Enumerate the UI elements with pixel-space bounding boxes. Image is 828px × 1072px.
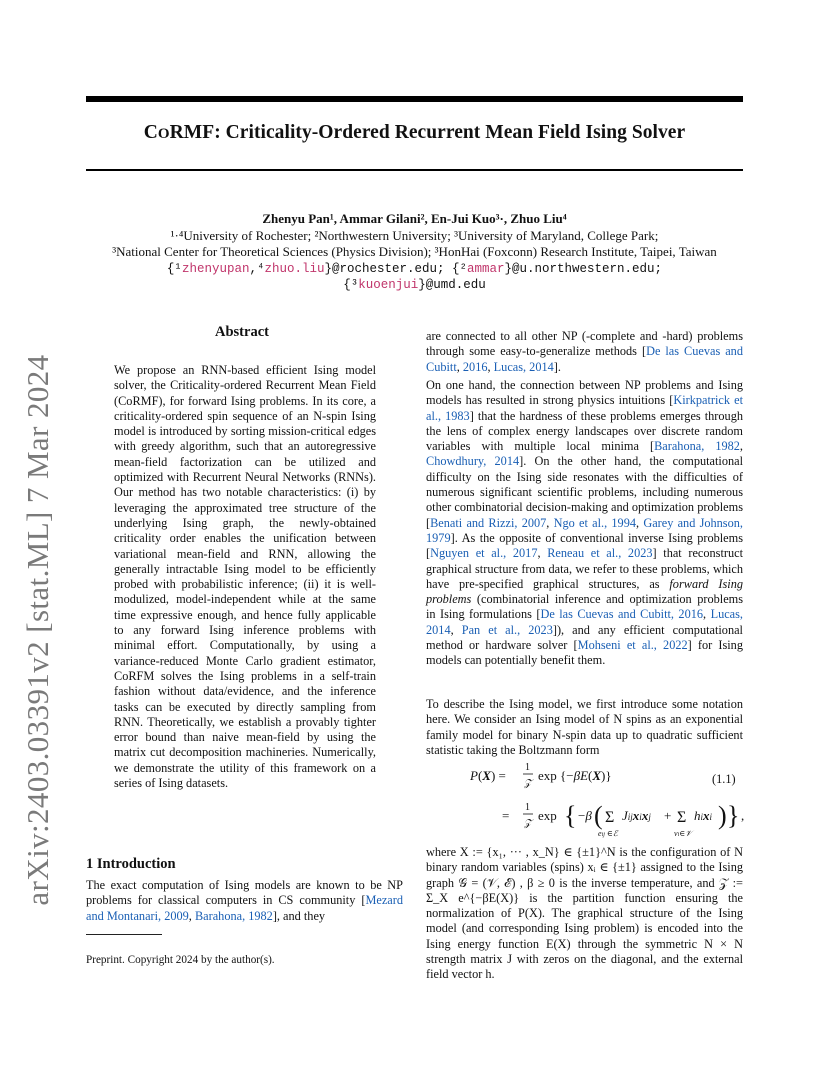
svg-text:}: } (727, 801, 740, 830)
footnote: Preprint. Copyright 2024 by the author(s). (86, 954, 275, 966)
right-paragraph-1: On one hand, the connection between NP problems and Ising models has resulted in strong physics intuitions [Kirkpatrick et al., 1983] that the hardness of these problems emerges through the lens of complex energy landscapes over discrete random variables with multiple local minima [Barahona, 1982, Chowdhury, 2014]. On the other hand, the computational difficulty on the Ising side resonates with the difficulties of numerous significant scientific problems, including numerous other combinatorial decision-making and optimization problems [Benati and Rizzi, 2007, Ngo et al., 1994, Garey and Johnson, 1979]. As the opposite of conventional inverse Ising problems [Nguyen et al., 2017, Reneau et al., 2023] that reconstruct graphical structure from data, we refer to these problems, which have pre-specified graphical structures, as forward Ising problems (combinatorial inference and optimization problems in Ising formulations [De las Cuevas and Cubitt, 2016, Lucas, 2014, Pan et al., 2023]), and any efficient computational method or hardware solver [Mohseni et al., 2022] for Ising models can potentially benefit them. (426, 378, 744, 668)
citation[interactable]: Lucas, 2014 (426, 607, 743, 637)
citation[interactable]: Lucas, 2014 (493, 359, 554, 374)
abstract-body: We propose an RNN-based efficient Ising model solver, the Criticality-ordered Recurrent Mean Field (CoRMF), for forward Ising problems. In its core, a criticality-ordered spin sequence of an N-spin Ising model is introduced by sorting mission-critical edges with greedy algorithm, such that an autoregressive mean-field factorization can be utilized and optimized with Recurrent Neural Networks (RNNs). Our method has two notable characteristics: (i) by leveraging the approximated tree structure of the underlying Ising graph, the newly-obtained criticality order enables the unification between variational mean-field and RNN, allowing the generally intractable Ising model to be efficiently probed with probabilistic inference; (ii) it is well-modulized, model-independent while at the same time expressive enough, and hence fully applicable to any forward Ising inference problems with minimal effort. Computationally, by using a variance-reduced Monte Carlo gradient estimator, CoRFM solves the Ising problems in a self-train fashion without data/evidence, and the inference tasks can be executed by directly sampling from RNN. Theoretically, we establish a provably tighter error bound than naive mean-field by using the matrix cut decomposition machineries. Numerically, we demonstrate the utility of this framework on a series of Ising datasets. (114, 363, 376, 791)
svg-text:=: = (502, 808, 510, 823)
footnote-rule (86, 934, 162, 935)
svg-text:𝒵: 𝒵 (524, 818, 532, 829)
equation-boltzmann (470, 762, 750, 842)
svg-text:+: + (664, 808, 672, 823)
citation[interactable]: Chowdhury, 2014 (426, 454, 520, 469)
svg-text:−β: −β (578, 808, 592, 823)
citation[interactable]: Mohseni et al., 2022 (577, 638, 688, 653)
author-block (86, 211, 743, 294)
svg-text:1: 1 (525, 802, 530, 813)
svg-text:𝒵: 𝒵 (524, 778, 532, 789)
svg-text:eij ∈ℰ: eij ∈ℰ (598, 829, 618, 838)
title-top-rule (86, 96, 743, 102)
right-paragraph-3: where X := {x₁, ··· , x_N} ∈ {±1}^N is the configuration of N binary random variables (spins) xᵢ ∈ {±1} assigned to the Ising graph 𝒢 = (𝒱, ℰ) , β ≥ 0 is the inverse temperature, and 𝒵 := Σ_X e^{−βE(X)} is the partition function ensuring the normalization of P(X). The graphical structure of the Ising model (and corresponding Ising problem) is encoded into the Ising energy function E(X) through the symmetric N × N strength matrix J with zeros on the diagonal, and the external field vector h. (426, 845, 743, 982)
svg-text:Σ: Σ (677, 809, 687, 826)
svg-text:exp: exp (538, 808, 557, 823)
affiliations-line2: ³National Center for Theoretical Sciences (Physics Division); ³HonHai (Foxconn) Research Institute, Taipei, Taiwan (112, 244, 717, 259)
svg-text:vi∈𝒱: vi∈𝒱 (674, 829, 692, 838)
emails-line1: {¹zhenyupan,⁴zhuo.liu}@rochester.edu; {²ammar}@u.northwestern.edu; (166, 261, 663, 276)
title-bottom-rule (86, 169, 743, 171)
emails-line2: {³kuoenjui}@umd.edu (343, 278, 486, 292)
citation[interactable]: Barahona, 1982 (194, 908, 273, 923)
svg-text:hixi: hixi (694, 808, 713, 823)
citation[interactable]: Kirkpatrick et al., 1983 (426, 393, 743, 423)
right-paragraph-0: are connected to all other NP (-complete and -hard) problems through some easy-to-generalize methods [De las Cuevas and Cubitt, 2016, Lucas, 2014]. (426, 329, 743, 374)
right-paragraph-2: To describe the Ising model, we first introduce some notation here. We consider an Ising model of N spins as an exponential family model for binary N-spin data up to quadratic sufficient statistic taking the Boltzmann form (426, 697, 743, 757)
citation[interactable]: Benati and Rizzi, 2007 (430, 515, 547, 530)
svg-text:): ) (718, 801, 727, 830)
svg-text:exp {−βE(X)}: exp {−βE(X)} (538, 768, 612, 783)
citation[interactable]: Barahona, 1982 (654, 439, 740, 454)
citation[interactable]: Reneau et al., 2023 (547, 546, 653, 561)
abstract-heading: Abstract (215, 324, 269, 340)
svg-text:Σ: Σ (605, 809, 615, 826)
paper-title: CORMF: Criticality-Ordered Recurrent Mean Field Ising Solver (143, 122, 686, 143)
author-names: Zhenyu Pan¹, Ammar Gilani², En-Jui Kuo³·, Zhuo Liu⁴ (262, 211, 567, 226)
citation[interactable]: Nguyen et al., 2017 (430, 546, 538, 561)
citation[interactable]: Mezard and Montanari, 2009 (86, 893, 403, 923)
svg-text:(: ( (594, 801, 603, 830)
intro-paragraph: The exact computation of Ising models are known to be NP problems for classical computers in CS community [Mezard and Montanari, 2009, Barahona, 1982], and they (86, 878, 403, 923)
citation[interactable]: Garey and Johnson, 1979 (426, 515, 743, 545)
citation[interactable]: Pan et al., 2023 (461, 622, 553, 637)
citation[interactable]: De las Cuevas and Cubitt (426, 344, 743, 374)
arxiv-stamp: arXiv:2403.03391v2 [stat.ML] 7 Mar 2024 (20, 354, 55, 906)
citation[interactable]: Ngo et al., 1994 (553, 515, 636, 530)
svg-text:1: 1 (525, 762, 530, 773)
equation-number: (1.1) (712, 772, 736, 786)
citation[interactable]: 2016 (462, 359, 488, 374)
section-introduction-heading: 1 Introduction (86, 856, 176, 872)
affiliations-line1: ¹·⁴University of Rochester; ²Northwestern University; ³University of Maryland, College Park; (170, 227, 659, 243)
svg-text:Jijxixj: Jijxixj (622, 808, 651, 823)
citation[interactable]: De las Cuevas and Cubitt, 2016 (540, 607, 704, 622)
svg-text:,: , (741, 808, 745, 823)
svg-text:P(X) =: P(X) = (470, 768, 506, 783)
svg-text:{: { (564, 801, 577, 830)
